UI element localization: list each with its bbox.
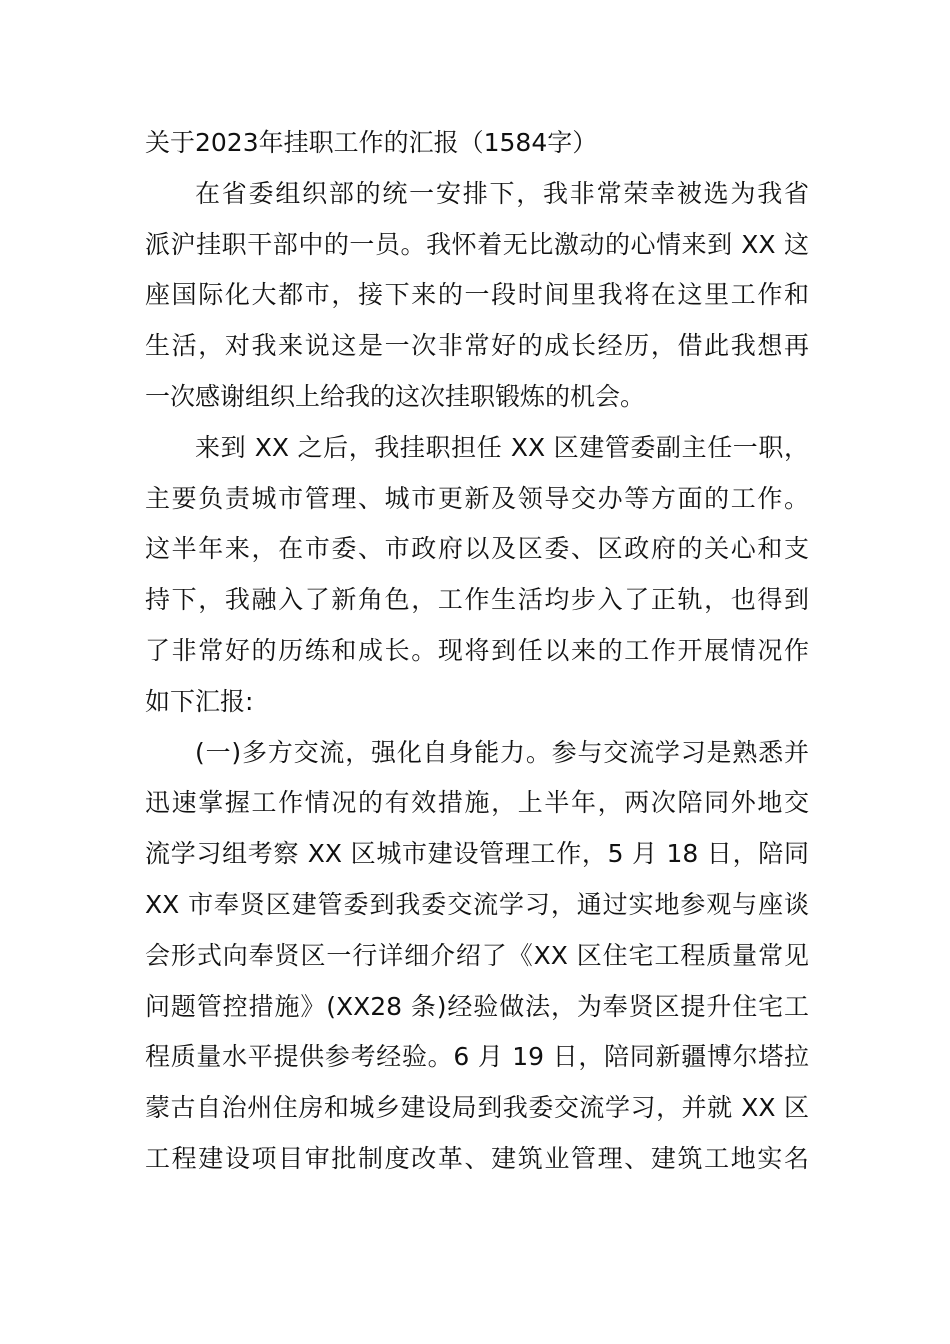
paragraph-line: 如下汇报: <box>145 686 254 716</box>
paragraph-line: 蒙古自治州住房和城乡建设局到我委交流学习，并就 XX 区 <box>145 1093 809 1123</box>
paragraph-2 <box>145 423 809 728</box>
paragraph-line: 一次感谢组织上给我的这次挂职锻炼的机会。 <box>145 381 646 411</box>
paragraph-line: 流学习组考察 XX 区城市建设管理工作，5 月 18 日，陪同 <box>145 839 809 869</box>
paragraph-line: 迅速掌握工作情况的有效措施，上半年，两次陪同外地交 <box>145 788 809 818</box>
paragraph-3 <box>145 728 809 1185</box>
paragraph-line: 来到 XX 之后，我挂职担任 XX 区建管委副主任一职， <box>195 432 809 462</box>
paragraph-line: 程质量水平提供参考经验。6 月 19 日，陪同新疆博尔塔拉 <box>145 1042 809 1072</box>
paragraph-line: 这半年来，在市委、市政府以及区委、区政府的关心和支 <box>145 534 809 564</box>
paragraph-line: 在省委组织部的统一安排下，我非常荣幸被选为我省 <box>195 178 809 208</box>
paragraph-line: 生活，对我来说这是一次非常好的成长经历，借此我想再 <box>145 331 809 361</box>
paragraph-line: (一)多方交流，强化自身能力。参与交流学习是熟悉并 <box>195 737 809 767</box>
paragraph-line: 了非常好的历练和成长。现将到任以来的工作开展情况作 <box>145 635 809 665</box>
paragraph-line: 工程建设项目审批制度改革、建筑业管理、建筑工地实名 <box>145 1143 809 1173</box>
paragraph-line: 问题管控措施》(XX28 条)经验做法，为奉贤区提升住宅工 <box>145 991 809 1021</box>
paragraph-line: 派沪挂职干部中的一员。我怀着无比激动的心情来到 XX 这 <box>145 229 809 259</box>
paragraph-line: XX 市奉贤区建管委到我委交流学习，通过实地参观与座谈 <box>145 889 809 919</box>
document-body <box>145 118 809 1185</box>
paragraph-line: 座国际化大都市，接下来的一段时间里我将在这里工作和 <box>145 280 809 310</box>
paragraph-line: 主要负责城市管理、城市更新及领导交办等方面的工作。 <box>145 483 809 513</box>
document-title: 关于2023年挂职工作的汇报（1584字） <box>145 128 598 157</box>
paragraph-line: 会形式向奉贤区一行详细介绍了《XX 区住宅工程质量常见 <box>145 940 809 970</box>
paragraph-line: 持下，我融入了新角色，工作生活均步入了正轨，也得到 <box>145 585 809 615</box>
paragraph-1 <box>145 169 809 423</box>
